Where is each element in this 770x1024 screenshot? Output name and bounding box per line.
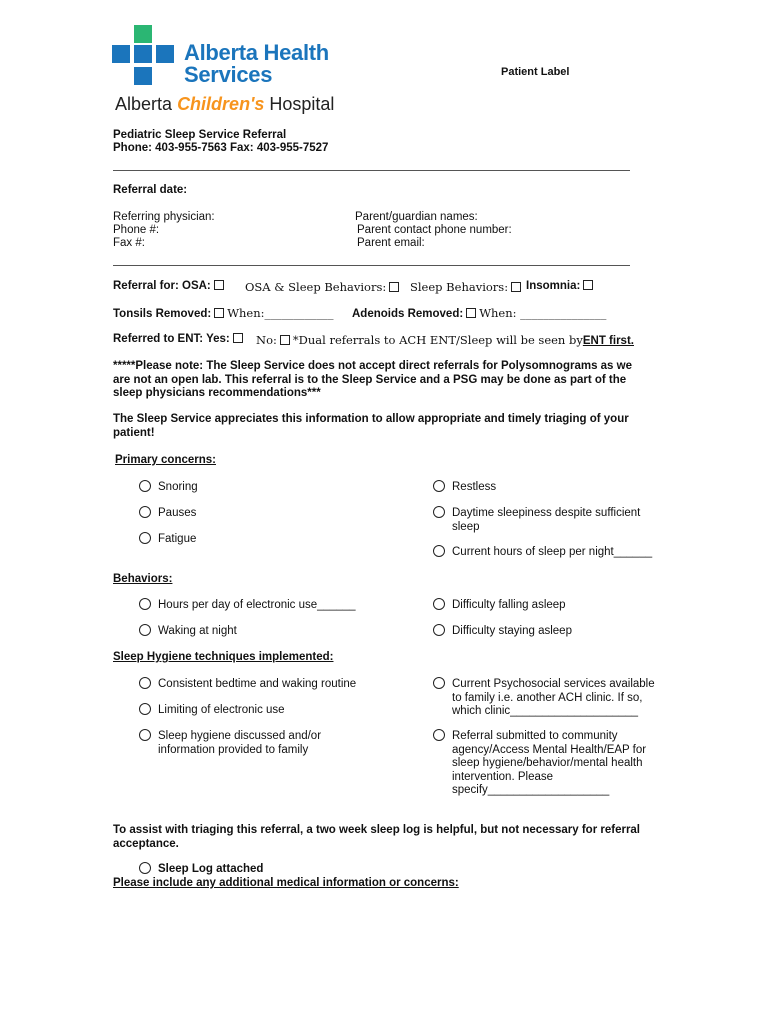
sleep-behaviors-option — [410, 280, 524, 294]
divider-middle — [113, 265, 630, 266]
electronic-use-label: Hours per day of electronic use______ — [158, 599, 356, 611]
referral-for-label — [113, 280, 227, 292]
staying-asleep-radio[interactable] — [433, 624, 445, 636]
adenoids-label: Adenoids Removed: — [352, 308, 464, 320]
parent-phone-label: Parent contact phone number: — [357, 224, 512, 236]
ahs-cross-icon — [112, 25, 174, 87]
waking-night-label: Waking at night — [158, 625, 237, 637]
waking-night-radio[interactable] — [139, 624, 151, 636]
ent-no-label: No: — [256, 333, 277, 347]
ent-no-checkbox[interactable] — [280, 335, 290, 345]
behaviors-heading: Behaviors: — [113, 573, 173, 585]
falling-asleep-radio[interactable] — [433, 598, 445, 610]
psg-note: *****Please note: The Sleep Service does not accept direct referrals for Polysomnograms as we are not an open lab. This referral is to the Sleep Service and a PSG may be done as part of the sleep physicians recommendations*** — [113, 360, 632, 400]
falling-asleep-label: Difficulty falling asleep — [452, 599, 566, 611]
daytime-sleepiness-label: Daytime sleepiness despite sufficient sleep — [452, 507, 641, 533]
pauses-radio[interactable] — [139, 506, 151, 518]
hospital-name-a: Alberta — [115, 94, 173, 114]
fatigue-radio[interactable] — [139, 532, 151, 544]
hours-sleep-label: Current hours of sleep per night______ — [452, 546, 653, 558]
hygiene-discussed-radio[interactable] — [139, 729, 151, 741]
ent-yes-checkbox[interactable] — [233, 333, 243, 343]
parent-names-label: Parent/guardian names: — [355, 211, 478, 223]
hospital-name-c: Hospital — [269, 94, 335, 114]
tonsils-checkbox[interactable] — [214, 308, 224, 318]
hygiene-discussed-label: Sleep hygiene discussed and/or information provided to family — [158, 730, 322, 756]
limiting-electronic-label: Limiting of electronic use — [158, 704, 285, 716]
hospital-name-b: Children's — [177, 94, 265, 114]
additional-info-label: Please include any additional medical information or concerns: — [113, 877, 459, 889]
form-title: Pediatric Sleep Service Referral — [113, 129, 287, 141]
logo-org-line1: Alberta Health — [184, 40, 329, 65]
sleep-behaviors-checkbox[interactable] — [511, 282, 521, 292]
physician-phone-label: Phone #: — [113, 224, 160, 236]
divider-top — [113, 170, 630, 171]
restless-label: Restless — [452, 481, 497, 493]
adenoids-when[interactable]: When: _______________ — [479, 306, 607, 320]
hours-sleep-radio[interactable] — [433, 545, 445, 557]
tonsils-label: Tonsils Removed: — [113, 308, 212, 320]
hospital-name — [115, 94, 334, 115]
adenoids-checkbox[interactable] — [466, 308, 476, 318]
referring-physician-label: Referring physician: — [113, 211, 215, 223]
osa-sleep-checkbox[interactable] — [389, 282, 399, 292]
restless-radio[interactable] — [433, 480, 445, 492]
tonsils-when[interactable]: When:____________ — [227, 306, 334, 320]
pauses-label: Pauses — [158, 507, 197, 519]
insomnia-checkbox[interactable] — [583, 280, 593, 290]
insomnia-option — [526, 280, 596, 292]
psychosocial-label: Current Psychosocial services available to family i.e. another ACH clinic. If so, which clinic____________________ — [452, 678, 655, 717]
limiting-electronic-radio[interactable] — [139, 703, 151, 715]
ent-label: Referred to ENT: Yes: — [113, 333, 230, 345]
osa-checkbox[interactable] — [214, 280, 224, 290]
tonsils-row — [113, 306, 334, 320]
staying-asleep-label: Difficulty staying asleep — [452, 625, 572, 637]
primary-concerns-heading: Primary concerns: — [115, 454, 216, 466]
fatigue-label: Fatigue — [158, 533, 197, 545]
logo-org-line2: Services — [184, 62, 273, 87]
adenoids-row — [352, 306, 606, 320]
community-referral-label: Referral submitted to community agency/Access Mental Health/EAP for sleep hygiene/behavior/mental health intervention. Please specify___________________ — [452, 730, 647, 796]
form-contact: Phone: 403-955-7563 Fax: 403-955-7527 — [113, 142, 329, 154]
electronic-use-radio[interactable] — [139, 598, 151, 610]
sleep-log-radio[interactable] — [139, 862, 151, 874]
referral-for-osa-text: Referral for: OSA: — [113, 280, 211, 292]
parent-email-label: Parent email: — [357, 237, 425, 249]
consistent-bedtime-label: Consistent bedtime and waking routine — [158, 678, 357, 690]
insomnia-label: Insomnia: — [526, 280, 581, 292]
triage-note: To assist with triaging this referral, a two week sleep log is helpful, but not necessary for referral acceptance. — [113, 824, 641, 850]
community-referral-radio[interactable] — [433, 729, 445, 741]
osa-sleep-label: OSA & Sleep Behaviors: — [245, 280, 387, 294]
sleep-log-label: Sleep Log attached — [158, 863, 264, 875]
osa-sleep-option — [245, 280, 402, 294]
sleep-hygiene-heading: Sleep Hygiene techniques implemented: — [113, 651, 334, 663]
ent-row — [113, 333, 246, 345]
daytime-sleepiness-radio[interactable] — [433, 506, 445, 518]
sleep-behaviors-label: Sleep Behaviors: — [410, 280, 509, 294]
referral-date-label: Referral date: — [113, 184, 188, 196]
snoring-label: Snoring — [158, 481, 198, 493]
consistent-bedtime-radio[interactable] — [139, 677, 151, 689]
snoring-radio[interactable] — [139, 480, 151, 492]
physician-fax-label: Fax #: — [113, 237, 145, 249]
patient-label: Patient Label — [501, 66, 570, 78]
ent-no-option — [256, 333, 634, 347]
psychosocial-radio[interactable] — [433, 677, 445, 689]
ent-first-note: ENT first. — [582, 335, 634, 347]
appreciation-note: The Sleep Service appreciates this information to allow appropriate and timely triaging of your patient! — [113, 413, 629, 439]
dual-referral-note: *Dual referrals to ACH ENT/Sleep will be seen by — [292, 333, 583, 347]
